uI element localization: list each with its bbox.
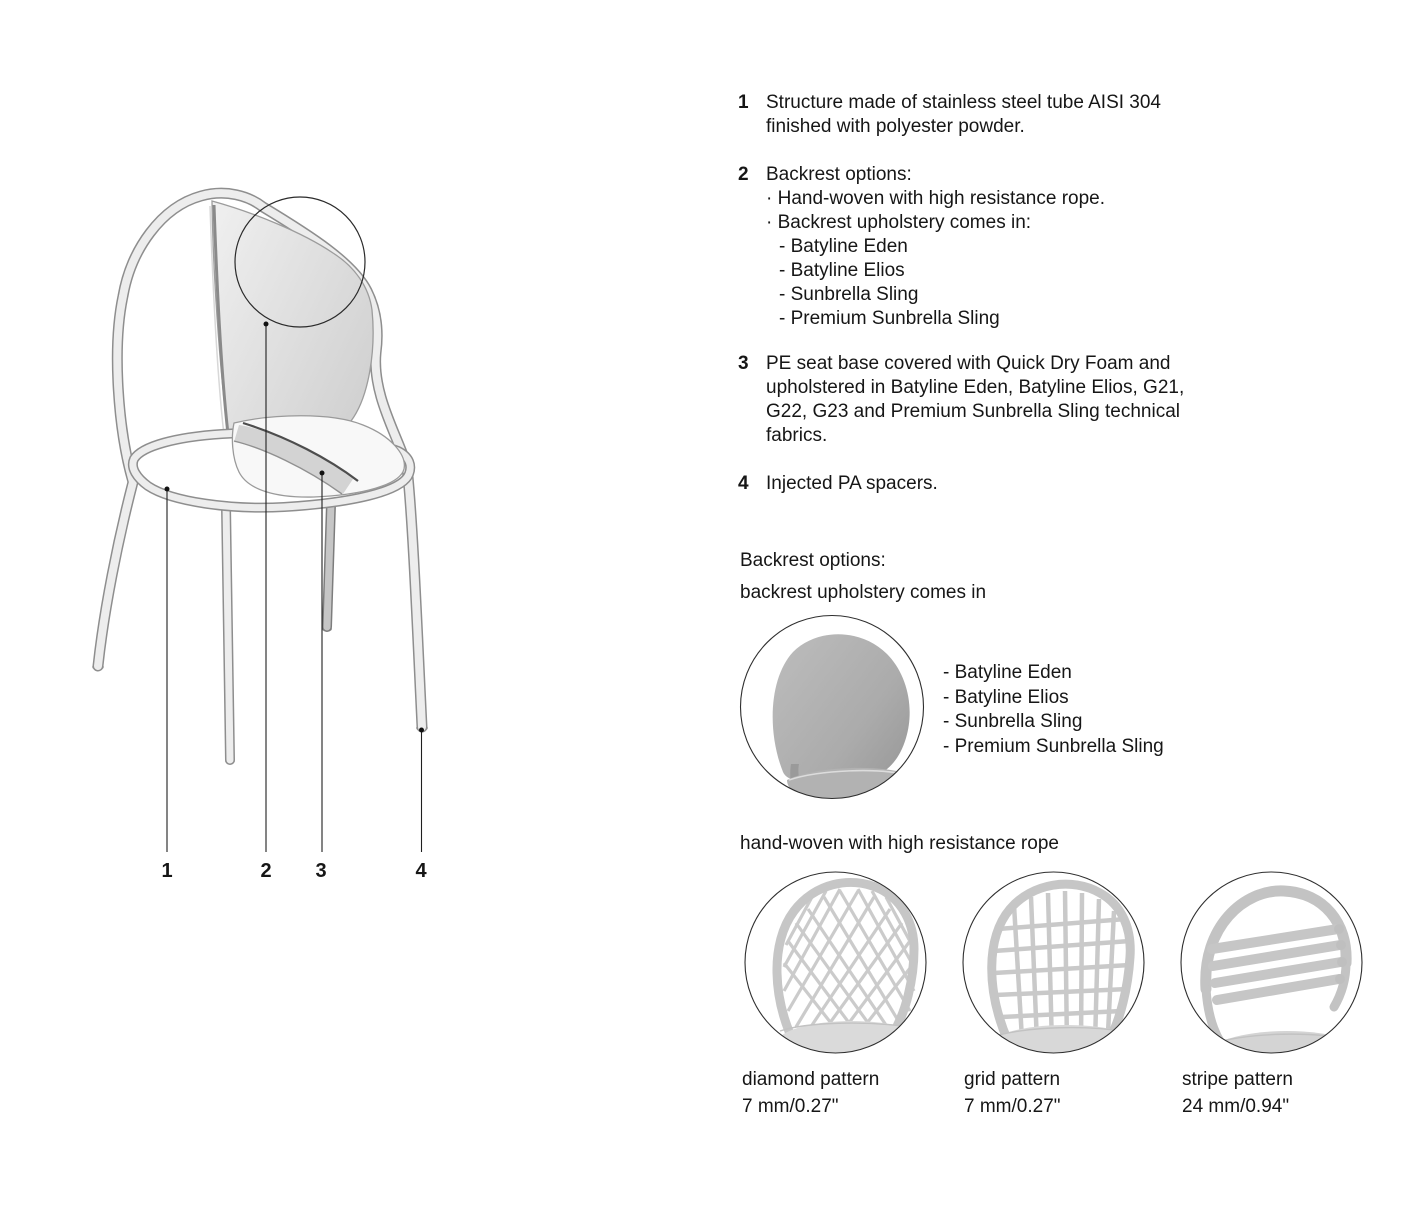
- chair-drawing-svg: [0, 0, 560, 920]
- chair-technical-drawing: [0, 0, 560, 920]
- handwoven-heading: hand-woven with high resistance rope: [740, 833, 1059, 854]
- leader-dot-4: [419, 728, 424, 733]
- spec-text-line: - Premium Sunbrella Sling: [779, 308, 1000, 329]
- spec-text-line: G22, G23 and Premium Sunbrella Sling technical: [766, 401, 1181, 422]
- pattern-name: stripe pattern: [1182, 1069, 1293, 1090]
- spec-text-line: upholstered in Batyline Eden, Batyline Elios, G21,: [766, 377, 1185, 398]
- spec-text-line: - Batyline Eden: [779, 236, 908, 257]
- upholstered-backrest: [773, 634, 910, 782]
- spec-text-line: PE seat base covered with Quick Dry Foam and: [766, 353, 1171, 374]
- pattern-name: grid pattern: [964, 1069, 1061, 1090]
- spec-text-line: · Hand-woven with high resistance rope.: [766, 188, 1106, 209]
- upholstery-option: - Sunbrella Sling: [943, 711, 1083, 732]
- grid-pattern-caption: [964, 1066, 1061, 1120]
- spec-text-line: fabrics.: [766, 425, 828, 446]
- leader-dot-1: [165, 487, 170, 492]
- spec-number: 2: [738, 164, 749, 185]
- spec-number: 4: [738, 473, 749, 494]
- spec-number: 1: [738, 92, 749, 113]
- diamond-pattern-figure: [744, 871, 927, 1054]
- pattern-size: 7 mm/0.27": [742, 1096, 839, 1117]
- spec-item-1: [738, 91, 1161, 139]
- callout-label-2: 2: [260, 860, 272, 882]
- diamond-pattern-caption: [742, 1066, 879, 1120]
- spec-text-line: - Sunbrella Sling: [779, 284, 919, 305]
- grid-pattern-image: [962, 871, 1145, 1054]
- spec-item-2: [738, 163, 1105, 331]
- leader-dot-2: [264, 322, 269, 327]
- diamond-pattern-image: [744, 871, 927, 1054]
- spec-number: 3: [738, 353, 749, 374]
- callout-label-3: 3: [315, 860, 327, 882]
- upholstery-option: - Batyline Eden: [943, 662, 1072, 683]
- rope-frame-right: [1334, 963, 1346, 1007]
- spec-item-3: [738, 352, 1184, 448]
- callout-label-4: 4: [415, 860, 427, 882]
- spec-text-line: Structure made of stainless steel tube AISI 304: [766, 92, 1162, 113]
- callout-label-1: 1: [161, 860, 173, 882]
- upholstery-subheading: backrest upholstery comes in: [740, 582, 987, 603]
- stripe-pattern-image: [1180, 871, 1363, 1054]
- upholstery-option: - Batyline Elios: [943, 686, 1069, 708]
- upholstery-figure: [739, 614, 925, 800]
- spec-text-line: - Batyline Elios: [779, 260, 905, 281]
- spec-text-line: Injected PA spacers.: [766, 473, 938, 494]
- rear-leg-fill: [327, 504, 331, 627]
- stripe-pattern-caption: [1182, 1066, 1293, 1120]
- upholstery-options-list: [943, 661, 1164, 759]
- leader-dot-3: [320, 471, 325, 476]
- spec-text-line: finished with polyester powder.: [766, 116, 1025, 137]
- backrest-panel: [212, 201, 373, 441]
- backrest-options-heading: Backrest options:: [740, 550, 886, 571]
- spec-text-line: Backrest options:: [766, 164, 912, 185]
- pattern-name: diamond pattern: [742, 1069, 880, 1090]
- upholstery-option: - Premium Sunbrella Sling: [943, 735, 1164, 757]
- stripe-pattern-figure: [1180, 871, 1363, 1054]
- spec-text-line: · Backrest upholstery comes in:: [766, 212, 1032, 233]
- upholstery-circle-image: [739, 614, 925, 800]
- front-leg-fill: [226, 506, 230, 760]
- pattern-size: 24 mm/0.94": [1182, 1096, 1290, 1117]
- spec-item-4: [738, 472, 938, 496]
- pattern-size: 7 mm/0.27": [964, 1096, 1061, 1117]
- grid-pattern-figure: [962, 871, 1145, 1054]
- seat-cushion-small: [988, 1025, 1144, 1054]
